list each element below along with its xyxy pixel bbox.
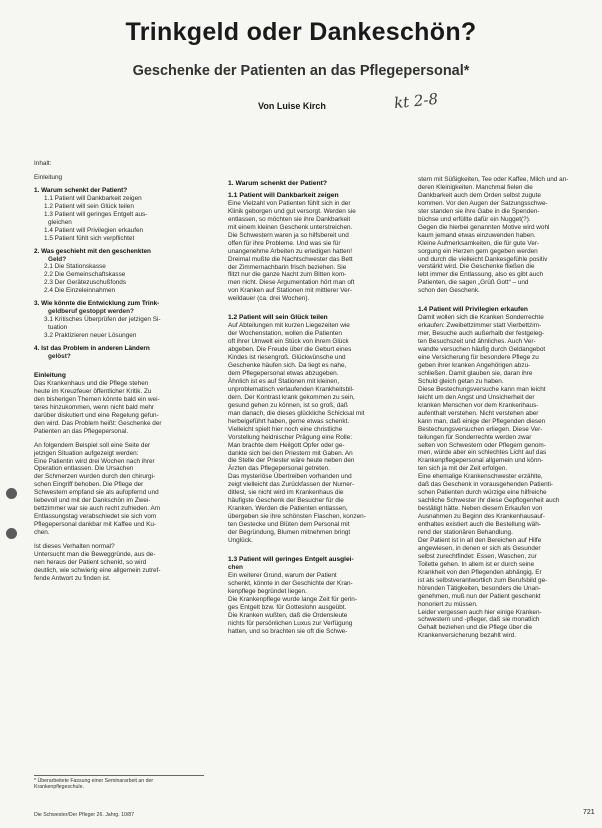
text-line: Ärzten das Pflegepersonal getreten. (228, 465, 330, 473)
text-line: 1.1 Patient will Dankbarkeit zeigen (44, 194, 142, 202)
text-line: nen heraus der Patient schenkt, so wird (34, 558, 147, 566)
page-number: 721 (583, 809, 595, 816)
text-line: Einleitung (34, 173, 63, 181)
text-line: bettzimmer war sie auch recht zufrieden. Am (34, 505, 161, 513)
text-line: jetzigen Situation aufgezeigt werden: (34, 449, 139, 457)
text-line: mit einem kleinen Geschenk unterstreichen. (228, 223, 353, 231)
text-line: Patienten an das Pflegepersonal. (34, 427, 129, 435)
text-line: schließen. Damit glauben sie, daran ihre (418, 369, 533, 377)
text-line: heute im Kreuzfeuer öffentlicher Kritik. Zu (34, 387, 152, 395)
text-line: selten von Schwestern oder Pflegern genom- (418, 441, 546, 449)
text-line: stern mit Süßigkeiten, Tee oder Kaffee, Milch und an- (418, 176, 569, 183)
text-line: Ist dieses Verhalten normal? (34, 543, 115, 551)
text-line: men, würde aber ein schlechtes Licht auf das (418, 449, 547, 457)
text-line: ten Besuchszeit und ähnliches. Auch Ver- (418, 338, 536, 346)
text-line: Schuld gleich getan zu haben. (418, 377, 504, 385)
text-line: liebevoll und mit der Dankschön im Zwei- (34, 497, 151, 505)
text-line: teilungen für Sonderrechte werden zwar (418, 433, 532, 441)
journal-footer: Die Schwester/Der Pfleger 26. Jahrg. 10/87 (34, 812, 135, 818)
text-line: Gehalt beziehen und die Pflege über die (418, 624, 533, 632)
text-line: Eine Vielzahl von Patienten fühlt sich in der (228, 199, 351, 207)
text-line: gesund gehen zu können, ist so groß, daß (228, 401, 348, 409)
text-line: Kleine Aufmerksamkeiten, die für gute Ver- (418, 239, 540, 247)
text-line: Vielleicht spielt hier noch eine christliche (228, 425, 343, 433)
text-line: kaum jemand etwas einzuwenden haben. (418, 231, 536, 239)
text-line: angewiesen, in denen er sich als Gesunder (418, 544, 541, 552)
handwritten-annotation: kt 2-8 (393, 89, 439, 113)
paragraph-gap (228, 303, 404, 309)
text-line: 3.2 Praktizieren neuer Lösungen (44, 332, 137, 340)
text-line: Krankenpflegepersonal allgemein und könn- (418, 457, 544, 465)
text-line: Bestechungsversuchen erliegen. Diese Ver- (418, 425, 543, 433)
left-column (34, 160, 206, 583)
text-line: 1.2 Patient will sein Glück teilen (228, 314, 328, 322)
text-line: darüber diskutiert und eine Regelung gefun- (34, 411, 159, 419)
text-line: Kindes ist riesengroß. Glückwünsche und (228, 354, 346, 362)
text-line: zeigt vielleicht das Zurückfassen der Numer- (228, 481, 355, 489)
middle-column (228, 176, 404, 635)
text-line: dankte sich bei den Priestern mit Gaben. An (228, 449, 353, 457)
text-line: Schwestern empfand sie als aufopfernd und (34, 489, 159, 497)
text-line: hatten, und so brachten sie oft die Schwe- (228, 627, 348, 635)
article-title: Trinkgeld oder Dankeschön? (125, 18, 477, 46)
text-line: die Stelle der Priester wäre heute neben den (228, 457, 355, 465)
text-line: man danach, die dieses glückliche Schicksal mit (228, 409, 365, 417)
text-line: mer, Besuche auch außerhalb der festgeleg- (418, 330, 545, 338)
text-line: teres hinzukommen, wenn nicht bald mehr (34, 403, 155, 411)
text-line: 1.4 Patient will Privilegien erkaufen (44, 226, 144, 234)
text-line: Eine Patientin wird drei Wochen nach ihrer (34, 457, 155, 465)
text-line: 1.1 Patient will Dankbarkeit zeigen (228, 191, 339, 199)
text-line: Patienten, die sagen „Grüß Gott“ – und (418, 279, 529, 287)
text-line: sachliche Schwester ihr diese Gepflogenheit auch (418, 497, 560, 505)
text-line: ster standen sie ihre Gabe in die Spenden- (418, 207, 540, 215)
text-line: dem Pflegepersonal etwas abzugeben. (228, 369, 339, 377)
text-line: Einleitung (34, 371, 66, 379)
text-line: häufigste Geschenk der Besucher für die (228, 497, 344, 505)
text-line: leicht um den Angst und Unsicherheit der (418, 393, 535, 401)
text-line: Vorstellung heidnischer Prägung eine Rolle: (228, 433, 352, 441)
text-line: Entlassungstag verabschiedet sie sich vom (34, 513, 157, 521)
text-line: Das mysteriöse Übertreiben vorhanden und (228, 473, 352, 481)
text-line: 1.5 Patient fühlt sich verpflichtet (44, 234, 135, 242)
text-line: Untersucht man die Beweggründe, aus de- (34, 550, 156, 558)
text-line: Leider vergessen auch hier einige Kranken- (418, 608, 542, 616)
text-line: Klinik geborgen und gut versorgt. Werden sie (228, 207, 356, 215)
text-line: weildauer (ca. drei Wochen). (228, 295, 310, 303)
text-line: hörenden Tätigkeiten, besonders die Unan- (418, 584, 541, 592)
text-line: den wird. Das Problem heißt: Geschenke der (34, 419, 162, 427)
text-line: entlassen, so möchten sie ihre Dankbarkeit (228, 215, 351, 223)
text-line: 2.2 Die Gemeinschaftskasse (44, 271, 126, 279)
text-line: geldberuf gestoppt werden? (48, 308, 134, 316)
text-line: chen. (34, 529, 50, 537)
text-line: eine Versicherung für besondere Pflege zu (418, 354, 539, 362)
text-line: flitzt nur die ganze Nacht zum Bitten kom- (228, 271, 347, 279)
text-line: sorgung ein Herzen gern gegeben werden (418, 247, 538, 255)
text-line: Auf Abteilungen mit kurzen Liegezeiten wie (228, 322, 350, 330)
text-line: Ein weiterer Grund, warum der Patient (228, 571, 337, 579)
text-line: 2.3 Der Gerätezuschußfonds (44, 279, 127, 287)
text-line: schwestern und -pfleger, daß sie monatlich (418, 616, 540, 624)
text-line: Damit wollen sich die Kranken Sonderrechte (418, 314, 544, 322)
text-line: übergeben sie ihre schönsten Flaschen, konzen- (228, 513, 366, 521)
text-line: schenkt, könnte in der Geschichte der Kran- (228, 579, 353, 587)
text-line: Eine ehemalige Krankenschwester erzählte, (418, 473, 543, 481)
text-line: Gegen die hierbei genannten Motive wird wohl (418, 223, 550, 231)
text-line: erkaufen: Zweibettzimmer statt Vierbettzim- (418, 322, 542, 330)
text-line: ges Entgelt bzw. für Gotteslohn ausgeübt. (228, 603, 347, 611)
text-line: 1.4 Patient will Privilegien erkaufen (418, 306, 528, 314)
text-line: 3.1 Kritisches Überprüfen der jetzigen Si- (44, 316, 161, 324)
text-line: Geld? (48, 255, 67, 263)
text-line: kann man, daß einige der Pflegenden diesen (418, 417, 546, 425)
text-line: der Zimmernachbarin frisch beziehen. Sie (228, 263, 347, 271)
text-line: nichts für persönlichen Luxus zur Verfügung (228, 619, 353, 627)
text-line: deutlich, wie schwierig eine allgemein zutref- (34, 566, 161, 574)
author-byline: Von Luise Kirch (258, 101, 326, 111)
binder-hole (6, 488, 17, 499)
text-line: abgeben. Die Freude über die Geburt eines (228, 346, 352, 354)
text-line: schen Patienten durch würzige eine hilfreiche (418, 489, 547, 497)
text-line: Krankenversicherung bezahlt wird. (418, 632, 517, 640)
text-line: den bisherigen Themen könnte bald ein wei- (34, 395, 160, 403)
footnote: * Überarbeitete Fassung einer Seminararbeit an der Krankenpflegeschule. (34, 775, 204, 791)
text-line: verstärkt wird. Die Geschenke fließen die (418, 263, 535, 271)
text-line: 1.3 Patient will geringes Entgelt aus- (44, 210, 148, 218)
paragraph-gap (228, 545, 404, 551)
text-line: aufenthalt verstehen. Nicht verstehen aber (418, 409, 539, 417)
text-line: Dankbarkeit auch dem Orden selbst zugute (418, 191, 541, 199)
text-line: offen für ihre Probleme. Und was sie für (228, 239, 341, 247)
text-line: 1. Warum schenkt der Patient? (34, 186, 128, 194)
text-line: der Schmerzen wurden durch den chirurgi- (34, 473, 156, 481)
text-line: 2. Was geschieht mit den geschenkten (34, 247, 151, 255)
text-line: ditlest, sie nicht wird im Krankenhaus die (228, 489, 344, 497)
text-line: Man brachte dem Heilgott Opfer oder ge- (228, 441, 345, 449)
text-line: gelöst? (48, 353, 71, 361)
text-line: tuation (48, 324, 68, 332)
text-line: oft ihrer Umwelt ein Stück von ihrem Glück (228, 338, 349, 346)
paragraph-gap (34, 361, 206, 367)
text-line: ten sich ja mit der Zeit erfolgen. (418, 465, 508, 473)
binder-hole (6, 528, 17, 539)
right-column (418, 176, 594, 640)
text-line: 2.1 Die Stationskasse (44, 263, 106, 271)
text-line: unangenehme Arbeiten zu erledigen hatten! (228, 247, 353, 255)
paragraph-gap (418, 295, 594, 301)
text-line: 1.3 Patient will geringes Entgelt ausglei- (228, 555, 354, 563)
text-line: 3. Wie könnte die Entwicklung zum Trink- (34, 300, 160, 308)
text-line: schen Eingriff behoben. Die Pflege der (34, 481, 144, 489)
text-line: Inhalt: (34, 160, 52, 167)
text-line: Operation entlassen. Die Ursachen (34, 465, 134, 473)
text-line: 1.2 Patient will sein Glück teilen (44, 202, 134, 210)
text-line: wandte versuchen häufig durch Geldangebot (418, 346, 546, 354)
article-subtitle: Geschenke der Patienten an das Pflegepersonal* (132, 63, 470, 79)
text-line: Der Patient ist in all den Bereichen auf Hilfe (418, 536, 542, 544)
text-line: Diese Bestechungsversuche kann man leicht (418, 385, 546, 393)
text-line: Dreimal mußte die Nachtschwester das Bett (228, 255, 353, 263)
text-line: Die Kranken wußten, daß die Ordensleute (228, 611, 348, 619)
text-line: bestätigt hätte. Neben diesem Erkaufen von (418, 505, 543, 513)
text-line: kranken Menschen vor dem Krankenhaus- (418, 401, 539, 409)
text-line: ten Gestecke und Blüten dem Personal mit (228, 521, 350, 529)
text-line: und durch die vielleicht Dankesgefühle positiv (418, 255, 548, 263)
text-line: Kranken. Werden die Patienten entlassen, (228, 505, 348, 513)
text-line: 4. Ist das Problem in anderen Ländern (34, 345, 150, 353)
text-line: der Begründung, Blumen mitnehmen bringt (228, 529, 351, 537)
text-line: gleichen (48, 218, 72, 226)
text-line: ist als selbstverantwortlich zum Berufsbild ge- (418, 576, 548, 584)
text-line: 1. Warum schenkt der Patient? (228, 180, 328, 187)
text-line: honoriert zu müssen. (418, 600, 478, 608)
text-line: chen (228, 563, 243, 571)
text-line: büchse und erfüllte dafür ein Nugget(?). (418, 215, 531, 223)
text-line: rend der stationären Behandlung. (418, 528, 513, 536)
text-line: Die Schwestern waren ja so hilfsbereit und (228, 231, 349, 239)
text-line: Geschenke häufen sich. Da liegt es nahe, (228, 362, 347, 370)
text-line: dern. Der Kontrast krank gekommen zu sein, (228, 393, 355, 401)
text-line: Die Krankenpflege wurde lange Zeit für gerin- (228, 595, 357, 603)
text-line: fende Antwort zu finden ist. (34, 574, 111, 582)
text-line: Krankheit von den Pflegenden abhängig. Er (418, 568, 542, 576)
text-line: von Kranken auf Stationen mit mittlerer Ver- (228, 287, 352, 295)
text-line: kommen. Vor den Augen der Satzungsschwe- (418, 199, 548, 207)
text-line: schon den Geschenk. (418, 287, 480, 295)
text-line: An folgendem Beispiel soll eine Seite der (34, 441, 151, 449)
text-line: daß das Geschenk in vorausgehenden Patienti- (418, 481, 553, 489)
text-line: Toilette gehen. In allem ist er durch seine (418, 560, 535, 568)
text-line: Ähnlich ist es auf Stationen mit kleinen, (228, 377, 340, 385)
text-line: Das Krankenhaus und die Pflege stehen (34, 379, 149, 387)
text-line: enthaltes existiert auch die Bestellung wäh- (418, 521, 541, 529)
text-line: Unglück. (228, 536, 253, 544)
text-line: unproblematisch verlaufenden Krankheitsbil- (228, 385, 355, 393)
text-line: 2.4 Die Einzeleinnahmen (44, 287, 116, 295)
text-line: der Wochenstation, wollen die Patienten (228, 330, 342, 338)
text-line: lebt immer die Entlassung, also es gibt auch (418, 271, 544, 279)
text-line: Ausnahmen zu Beginn des Krankenhausauf- (418, 513, 545, 521)
text-line: genehmen, muß nun der Patient geschenkt (418, 592, 541, 600)
text-line: kenpflege begründet liegen. (228, 587, 307, 595)
text-line: selbst zurechtfindet: Essen, Waschen, zur (418, 552, 537, 560)
text-line: geben ihrer kranken Angehörigen abzu- (418, 361, 531, 369)
text-line: deren Kleinigkeiten. Manchmal fielen die (418, 183, 533, 191)
text-line: herbeigeführt haben, gerne etwas schenkt. (228, 417, 350, 425)
text-line: men nicht. Diese Argumentation hört man oft (228, 279, 355, 287)
text-line: Pflegepersonal dankbar mit Kaffee und Ku- (34, 521, 157, 529)
